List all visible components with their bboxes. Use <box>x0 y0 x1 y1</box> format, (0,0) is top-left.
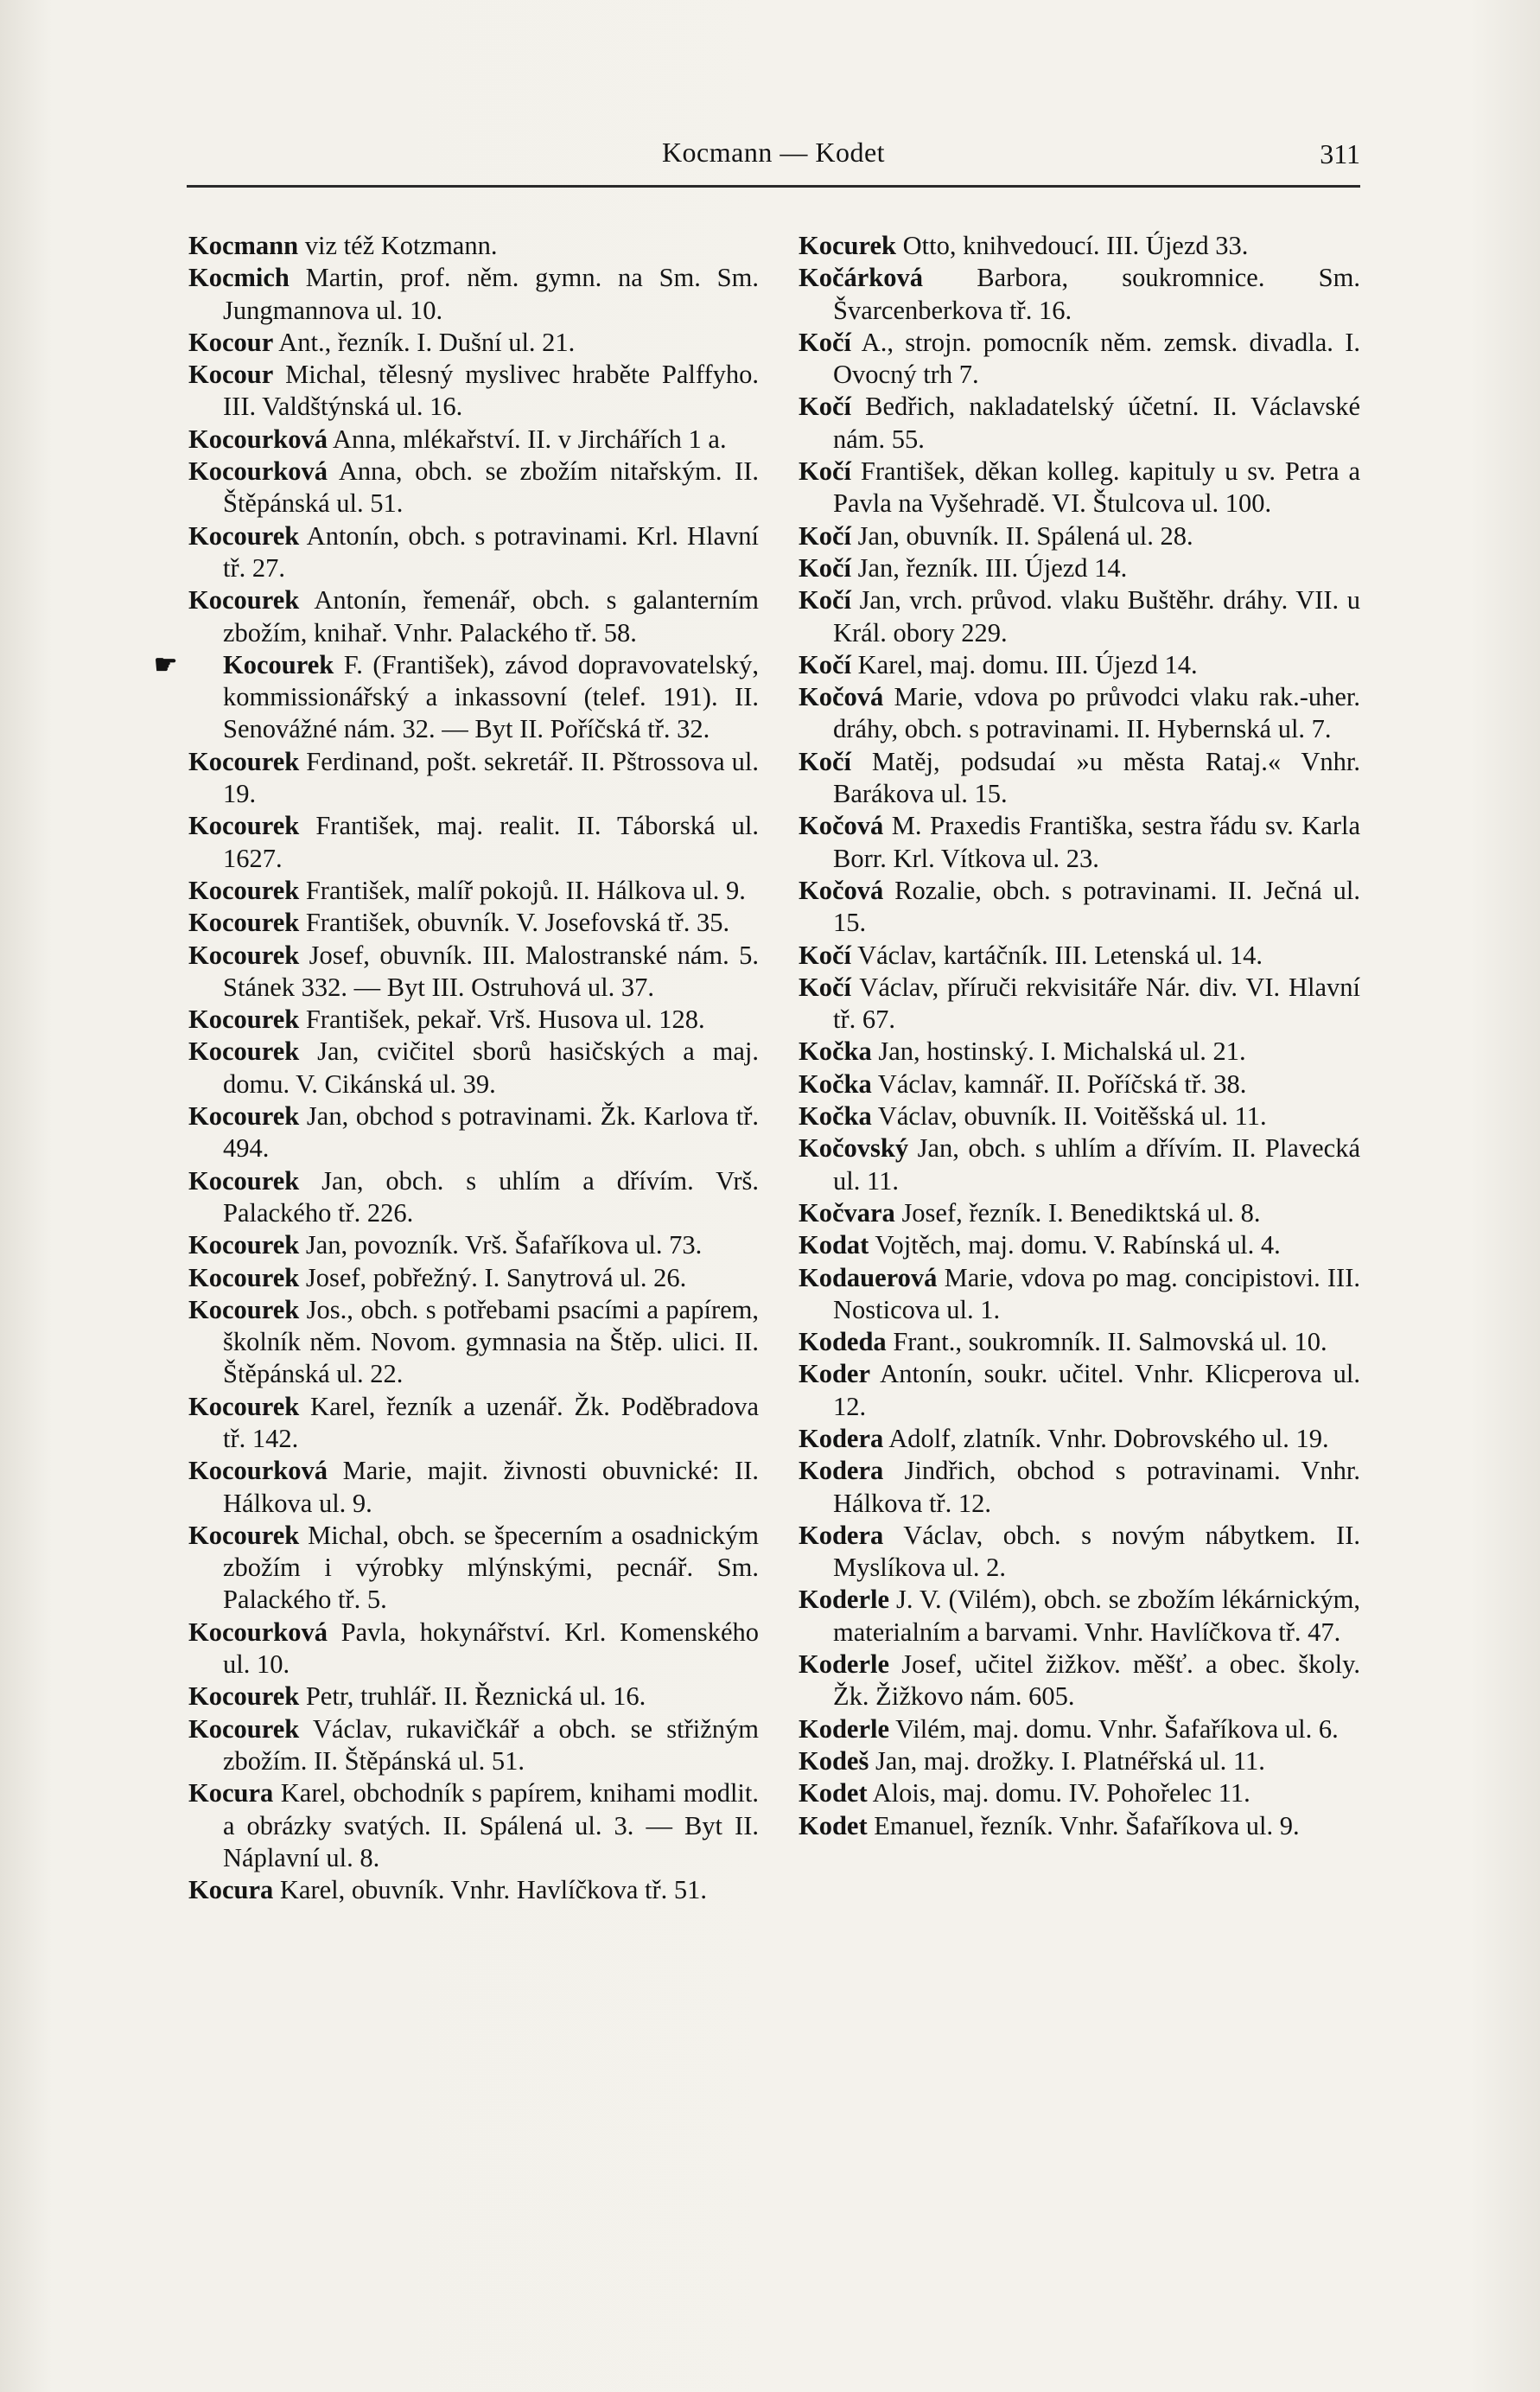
entry-details: Anna, obch. se zbožím nitařským. II. Štěpánská ul. 51. <box>223 456 759 519</box>
directory-entry <box>188 875 759 907</box>
entry-surname: Kocourek <box>188 875 300 905</box>
entry-surname: Kocurek <box>799 231 896 260</box>
entry-details: Václav, kamnář. II. Poříčská tř. 38. <box>871 1068 1247 1099</box>
entry-details: Jan, obch. s uhlím a dřívím. Vrš. Palackého tř. 226. <box>223 1165 759 1228</box>
entry-surname: Kočí <box>799 327 851 357</box>
directory-entry <box>188 1681 759 1713</box>
entry-surname: Kočí <box>799 520 851 551</box>
directory-entry <box>799 391 1360 456</box>
entry-surname: Kocmich <box>188 263 290 293</box>
directory-entry <box>188 424 759 456</box>
directory-entry <box>799 1649 1360 1713</box>
entry-details: Ferdinand, pošt. sekretář. II. Pštrossova ul. 19. <box>223 746 759 809</box>
entry-surname: Kodeda <box>799 1327 887 1357</box>
directory-entry <box>188 1617 759 1681</box>
entry-surname: Kodera <box>799 1456 884 1486</box>
entry-details: Jan, obuvník. II. Spálená ul. 28. <box>851 520 1193 551</box>
entry-surname: Kocourek <box>188 908 300 938</box>
directory-entry <box>799 1810 1360 1842</box>
entry-surname: Kočí <box>799 649 851 679</box>
entry-details: Josef, řezník. I. Benediktská ul. 8. <box>894 1197 1261 1228</box>
entry-details: Josef, obuvník. III. Malostranské nám. 5. Stánek 332. — Byt III. Ostruhová ul. 37. <box>223 940 759 1002</box>
directory-entry <box>799 262 1360 327</box>
entry-surname: Kocourek <box>188 746 300 776</box>
header-rule <box>187 185 1360 188</box>
directory-entry <box>799 681 1360 746</box>
entry-details: Jan, řezník. III. Újezd 14. <box>851 552 1128 583</box>
entry-details: Antonín, řemenář, obch. s galanterním zbožím, knihař. Vnhr. Palackého tř. 58. <box>223 585 759 647</box>
entry-details: Bedřich, nakladatelský účetní. II. Václavské nám. 55. <box>833 392 1360 454</box>
directory-entry <box>799 1520 1360 1585</box>
entry-surname: Koderle <box>799 1585 890 1615</box>
entry-details: Marie, vdova po mag. concipistovi. III. Nosticova ul. 1. <box>833 1262 1360 1324</box>
entry-details: František, pekař. Vrš. Husova ul. 128. <box>299 1005 705 1035</box>
entry-surname: Kocourková <box>188 1456 328 1486</box>
left-column <box>154 230 759 1906</box>
entry-surname: Kocourek <box>188 1230 300 1260</box>
entry-surname: Kočí <box>799 585 851 616</box>
right-column <box>799 230 1360 1842</box>
entry-details: Antonín, obch. s potravinami. Krl. Hlavní tř. 27. <box>223 520 759 583</box>
directory-entry <box>188 1777 759 1874</box>
directory-entry <box>799 1100 1360 1132</box>
directory-entry <box>799 1584 1360 1649</box>
directory-entry <box>799 520 1360 552</box>
directory-entry <box>799 1455 1360 1520</box>
entry-details: František, malíř pokojů. II. Hálkova ul. 9. <box>299 875 746 905</box>
entry-surname: Kocourek <box>188 1165 300 1196</box>
entry-details: Frant., soukromník. II. Salmovská ul. 10. <box>886 1327 1327 1357</box>
entry-details: Jan, obch. s uhlím a dřívím. II. Plavecká ul. 11. <box>833 1133 1360 1196</box>
entry-details: F. (František), závod dopravovatelský, kommissionářský a inkassovní (telef. 191). II. Senovážné nám. 32. — Byt II. Poříčská tř. 32. <box>223 649 759 744</box>
directory-entry <box>799 1197 1360 1229</box>
entry-details: Václav, kartáčník. III. Letenská ul. 14. <box>851 940 1263 970</box>
entry-surname: Kocourek <box>188 1520 300 1550</box>
entry-details: Jan, obchod s potravinami. Žk. Karlova tř. 494. <box>223 1101 759 1164</box>
header-title: Kocmann — Kodet <box>661 137 886 168</box>
entry-details: Jan, cvičitel sborů hasičských a maj. domu. V. Cikánská ul. 39. <box>223 1037 759 1099</box>
directory-entry <box>188 1713 759 1778</box>
directory-entry <box>799 746 1360 811</box>
entry-surname: Kocmann <box>188 231 299 260</box>
entry-surname: Kodeš <box>799 1745 869 1776</box>
entry-surname: Kocourková <box>188 1617 328 1647</box>
directory-entry <box>799 327 1360 392</box>
directory-entry <box>188 1391 759 1456</box>
entry-surname: Kočová <box>799 875 884 905</box>
directory-entry <box>799 584 1360 649</box>
entry-surname: Koderle <box>799 1713 890 1744</box>
entry-details: Karel, maj. domu. III. Újezd 14. <box>851 649 1198 679</box>
entry-surname: Kočí <box>799 746 851 776</box>
entry-surname: Kocourek <box>188 1101 300 1132</box>
entry-surname: Kočárková <box>799 263 924 293</box>
entry-surname: Kocourek <box>188 520 300 551</box>
entry-surname: Kočí <box>799 456 851 487</box>
entry-details: Josef, učitel žižkov. měšť. a obec. školy. Žk. Žižkovo nám. 605. <box>833 1649 1360 1712</box>
directory-entry <box>799 1745 1360 1777</box>
entry-surname: Koder <box>799 1359 871 1389</box>
entry-surname: Kočí <box>799 552 851 583</box>
entry-surname: Kočka <box>799 1037 872 1067</box>
entry-surname: Kodet <box>799 1810 868 1840</box>
entry-details: Antonín, soukr. učitel. Vnhr. Klicperova ul. 12. <box>833 1359 1360 1421</box>
entry-surname: Kočka <box>799 1101 872 1132</box>
entry-details: Marie, majit. živnosti obuvnické: II. Hálkova ul. 9. <box>223 1456 759 1518</box>
entry-details: František, děkan kolleg. kapituly u sv. Petra a Pavla na Vyšehradě. VI. Štulcova ul. 100. <box>833 456 1360 519</box>
directory-entry <box>188 359 759 424</box>
entry-surname: Kocourek <box>188 811 300 841</box>
directory-entry <box>188 456 759 520</box>
entry-surname: Kočí <box>799 940 851 970</box>
entry-surname: Kocura <box>188 1875 274 1905</box>
entry-details: Karel, řezník a uzenář. Žk. Poděbradova tř. 142. <box>223 1391 759 1453</box>
entry-details: Jindřich, obchod s potravinami. Vnhr. Hálkova tř. 12. <box>833 1456 1360 1518</box>
entry-details: Ant., řezník. I. Dušní ul. 21. <box>273 327 576 357</box>
directory-entry <box>188 1294 759 1391</box>
directory-entry <box>188 262 759 327</box>
entry-details: Karel, obchodník s papírem, knihami modlit. a obrázky svatých. II. Spálená ul. 3. — Byt II. Náplavní ul. 8. <box>223 1778 759 1872</box>
directory-entry <box>799 940 1360 972</box>
entry-details: Václav, příruči rekvisitáře Nár. div. VI. Hlavní tř. 67. <box>833 972 1360 1035</box>
entry-details: Adolf, zlatník. Vnhr. Dobrovského ul. 19. <box>883 1423 1329 1453</box>
directory-entry <box>188 907 759 939</box>
entry-details: Martin, prof. něm. gymn. na Sm. Sm. Jungmannova ul. 10. <box>223 263 759 325</box>
directory-entry <box>188 1874 759 1906</box>
entry-details: František, obuvník. V. Josefovská tř. 35. <box>299 908 730 938</box>
entry-surname: Kodera <box>799 1423 884 1453</box>
directory-entry <box>799 1132 1360 1197</box>
entry-details: Otto, knihvedoucí. III. Újezd 33. <box>895 231 1249 260</box>
directory-entry <box>188 230 759 262</box>
entry-details: František, maj. realit. II. Táborská ul. 1627. <box>223 811 759 873</box>
directory-entry <box>799 1068 1360 1100</box>
entry-surname: Kodera <box>799 1520 884 1550</box>
entry-surname: Kočí <box>799 392 851 422</box>
directory-entry <box>799 1262 1360 1327</box>
entry-details: Václav, obch. s novým nábytkem. II. Myslíkova ul. 2. <box>833 1520 1360 1583</box>
entry-surname: Kočka <box>799 1068 872 1099</box>
directory-entry <box>799 1777 1360 1809</box>
entry-details: Michal, tělesný myslivec hraběte Palffyho. III. Valdštýnská ul. 16. <box>223 360 759 422</box>
entry-details: Jos., obch. s potřebami psacími a papírem, školník něm. Novom. gymnasia na Štěp. ulici. II. Štěpánská ul. 22. <box>223 1294 759 1389</box>
entry-details: Marie, vdova po průvodci vlaku rak.-uher. dráhy, obch. s potravinami. II. Hybernská ul. 7. <box>833 682 1360 744</box>
entry-surname: Kocourek <box>188 1391 300 1421</box>
directory-entry <box>188 940 759 1005</box>
entry-details: viz též Kotzmann. <box>298 231 498 260</box>
entry-surname: Kočovský <box>799 1133 909 1164</box>
directory-entry <box>188 1262 759 1294</box>
entry-details: J. V. (Vilém), obch. se zbožím lékárnickým, materialním a barvami. Vnhr. Havlíčkova tř. 47. <box>833 1585 1360 1647</box>
directory-entry <box>799 875 1360 940</box>
entry-details: Michal, obch. se špecerním a osadnickým zbožím i výrobky mlýnskými, pecnář. Sm. Palackého tř. 5. <box>223 1520 759 1615</box>
entry-surname: Kodauerová <box>799 1262 938 1292</box>
pointing-hand-icon: ☛ <box>154 649 178 679</box>
directory-entry <box>188 1229 759 1261</box>
directory-entry <box>188 327 759 359</box>
entry-surname: Kočová <box>799 811 884 841</box>
directory-entry <box>799 810 1360 875</box>
directory-entry <box>799 649 1360 681</box>
entry-details: Josef, pobřežný. I. Sanytrová ul. 26. <box>299 1262 687 1292</box>
directory-entry <box>188 746 759 811</box>
directory-entry <box>799 1229 1360 1261</box>
entry-details: A., strojn. pomocník něm. zemsk. divadla. I. Ovocný trh 7. <box>833 327 1360 390</box>
entry-surname: Kocourek <box>188 1681 300 1712</box>
entry-surname: Kočová <box>799 682 884 712</box>
entry-details: Petr, truhlář. II. Řeznická ul. 16. <box>299 1681 646 1712</box>
entry-surname: Koderle <box>799 1649 890 1680</box>
entry-details: Pavla, hokynářství. Krl. Komenského ul. 10. <box>223 1617 759 1680</box>
entry-details: Jan, maj. drožky. I. Platnéřská ul. 11. <box>869 1745 1265 1776</box>
entry-details: Vojtěch, maj. domu. V. Rabínská ul. 4. <box>869 1230 1281 1260</box>
directory-entry <box>799 552 1360 584</box>
entry-surname: Kodet <box>799 1778 868 1808</box>
directory-entry <box>799 1036 1360 1068</box>
directory-entry <box>188 520 759 585</box>
entry-details: Jan, vrch. průvod. vlaku Buštěhr. dráhy. VII. u Král. obory 229. <box>833 585 1360 647</box>
entry-surname: Kocourek <box>188 585 300 616</box>
directory-entry <box>188 1036 759 1100</box>
entry-details: Emanuel, řezník. Vnhr. Šafaříkova ul. 9. <box>867 1810 1300 1840</box>
page-number: 311 <box>1320 138 1360 169</box>
entry-surname: Kocura <box>188 1778 274 1808</box>
entry-details: M. Praxedis Františka, sestra řádu sv. Karla Borr. Krl. Vítkova ul. 23. <box>833 811 1360 873</box>
directory-entry <box>188 584 759 649</box>
directory-entry <box>799 1713 1360 1745</box>
entry-surname: Kocourek <box>188 1037 300 1067</box>
entry-details: Anna, mlékařství. II. v Jirchářích 1 a. <box>327 424 727 454</box>
entry-details: Vilém, maj. domu. Vnhr. Šafaříkova ul. 6. <box>889 1713 1339 1744</box>
entry-surname: Kocour <box>188 327 274 357</box>
directory-entry <box>188 1455 759 1520</box>
entry-details: Karel, obuvník. Vnhr. Havlíčkova tř. 51. <box>273 1875 708 1905</box>
running-header <box>187 137 1360 188</box>
directory-entry <box>154 649 759 746</box>
directory-entry <box>799 1358 1360 1423</box>
entry-surname: Kocour <box>188 360 274 390</box>
directory-entry <box>799 1423 1360 1455</box>
directory-entry <box>188 1100 759 1165</box>
entry-surname: Kocourek <box>188 1005 300 1035</box>
directory-entry <box>799 1326 1360 1358</box>
entry-surname: Kocourek <box>188 1294 300 1324</box>
entry-details: Matěj, podsudaí »u města Rataj.« Vnhr. Barákova ul. 15. <box>833 746 1360 809</box>
entry-details: Václav, obuvník. II. Voitěšská ul. 11. <box>871 1101 1267 1132</box>
entry-details: Jan, hostinský. I. Michalská ul. 21. <box>871 1037 1246 1067</box>
entry-details: Václav, rukavičkář a obch. se střižným zbožím. II. Štěpánská ul. 51. <box>223 1713 759 1776</box>
directory-entry <box>188 1004 759 1036</box>
entry-surname: Kodat <box>799 1230 869 1260</box>
entry-surname: Kočvara <box>799 1197 895 1228</box>
directory-entry <box>799 972 1360 1037</box>
entry-surname: Kocourek <box>223 649 334 679</box>
entry-details: Alois, maj. domu. IV. Pohořelec 11. <box>867 1778 1250 1808</box>
directory-entry <box>188 1165 759 1230</box>
entry-surname: Kocourek <box>188 1713 300 1744</box>
directory-entry <box>188 1520 759 1617</box>
entry-surname: Kočí <box>799 972 851 1002</box>
entry-surname: Kocourková <box>188 456 328 487</box>
entry-details: Jan, povozník. Vrš. Šafaříkova ul. 73. <box>299 1230 703 1260</box>
directory-entry <box>799 456 1360 520</box>
entry-details: Barbora, soukromnice. Sm. Švarcenberkova tř. 16. <box>833 263 1360 325</box>
entry-details: Rozalie, obch. s potravinami. II. Ječná ul. 15. <box>833 875 1360 938</box>
entry-surname: Kocourek <box>188 1262 300 1292</box>
entry-surname: Kocourek <box>188 940 300 970</box>
entry-surname: Kocourková <box>188 424 328 454</box>
directory-entry <box>188 810 759 875</box>
directory-entry <box>799 230 1360 262</box>
